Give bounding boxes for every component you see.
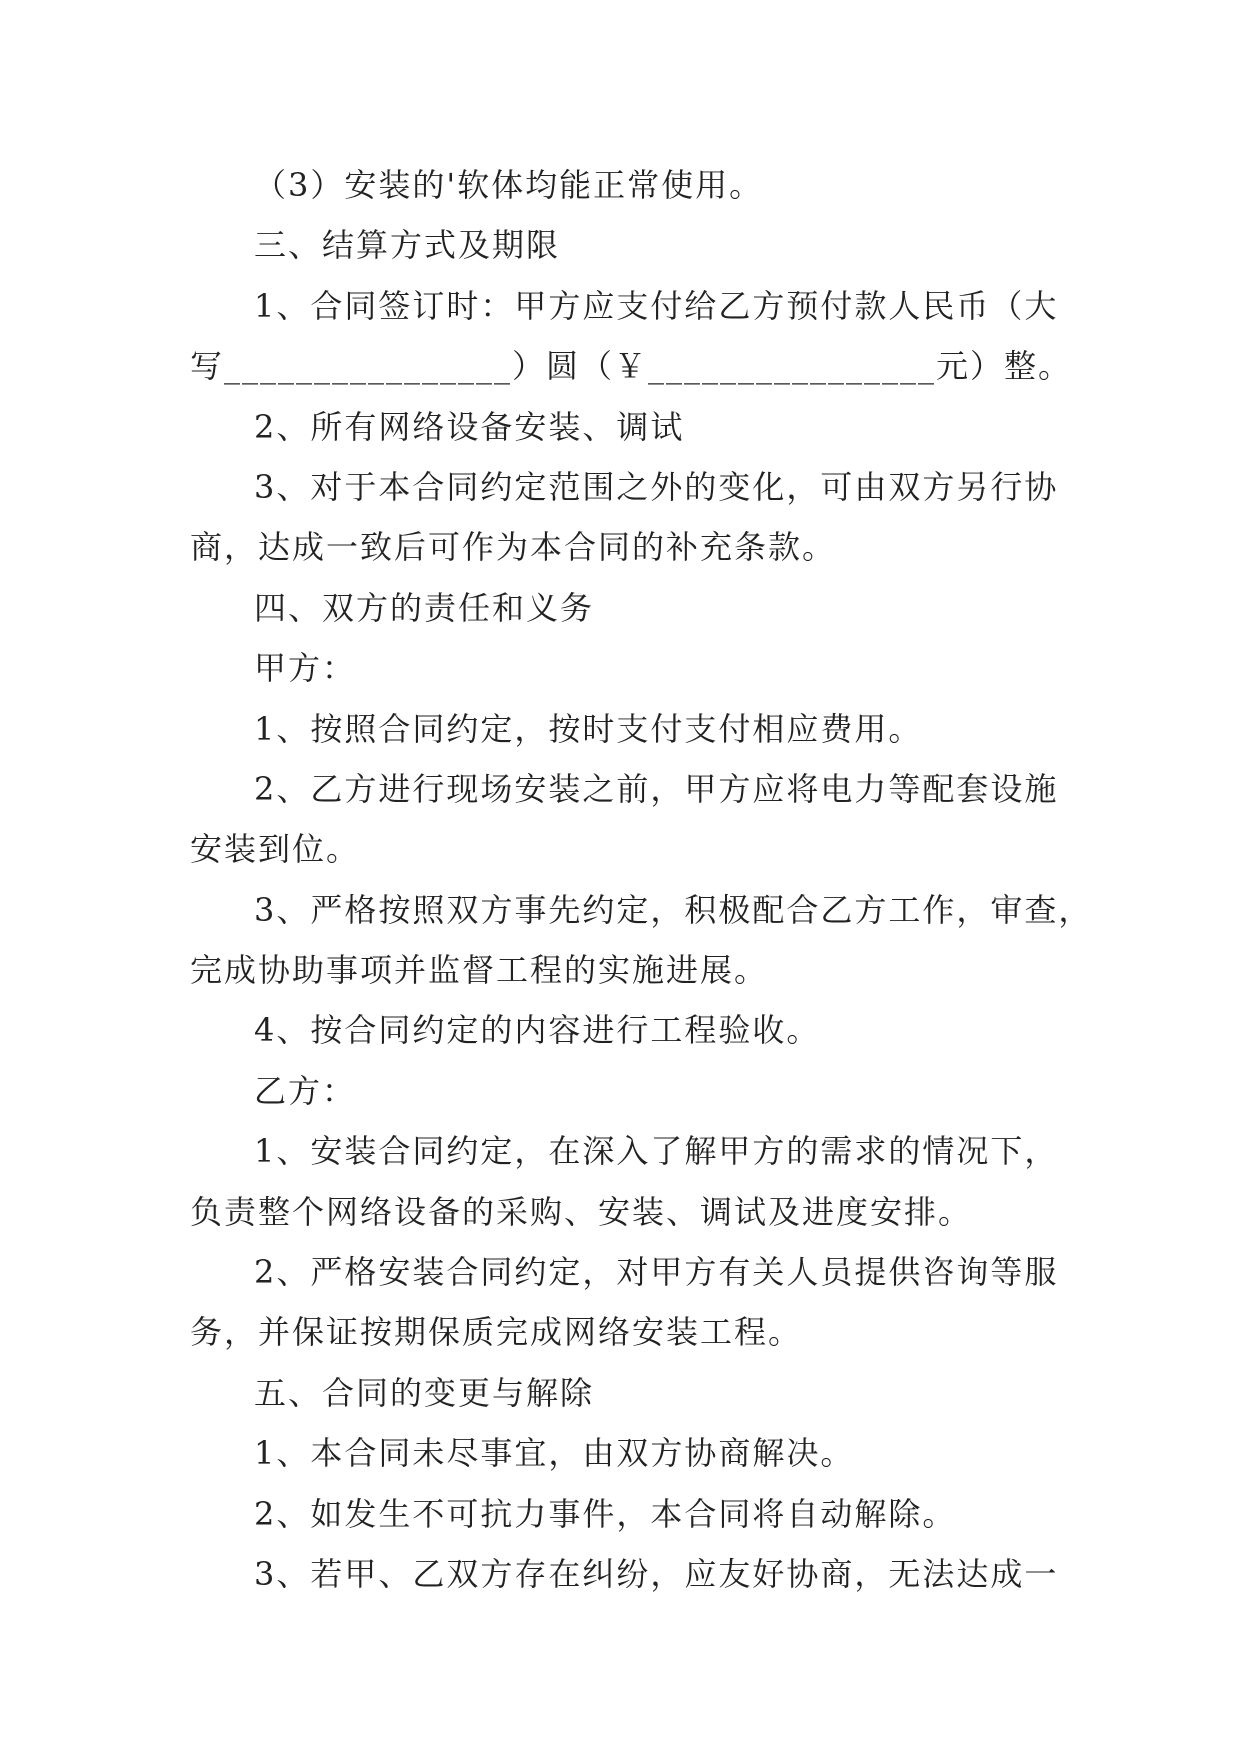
text-line: 2、如发生不可抗力事件，本合同将自动解除。 [254,1494,957,1533]
text-line: 3、对于本合同约定范围之外的变化，可由双方另行协 [254,467,1059,506]
text-line: （3）安装的'软体均能正常使用。 [254,166,764,204]
text-line: 负责整个网络设备的采购、安装、调试及进度安排。 [190,1192,973,1231]
text-line: 2、严格安装合同约定，对甲方有关人员提供咨询等服 [254,1253,1059,1292]
section-heading-modification: 五、合同的变更与解除 [254,1373,595,1412]
party-b-label: 乙方： [254,1071,357,1110]
text-line: 写________________）圆（￥________________元）整。 [190,347,1073,386]
contract-text-body [190,155,1093,1604]
text-line: 1、本合同未尽事宜，由双方协商解决。 [254,1434,855,1473]
text-line: 4、按合同约定的内容进行工程验收。 [254,1011,821,1050]
text-line: 务，并保证按期保质完成网络安装工程。 [190,1313,803,1352]
section-heading-responsibilities: 四、双方的责任和义务 [254,588,595,627]
text-line: 安装到位。 [190,830,361,869]
text-line: 2、乙方进行现场安装之前，甲方应将电力等配套设施 [254,769,1059,808]
text-line: 1、安装合同约定，在深入了解甲方的需求的情况下， [254,1132,1059,1171]
text-line: 3、若甲、乙双方存在纠纷，应友好协商，无法达成一 [254,1554,1059,1593]
text-line: 2、所有网络设备安装、调试 [254,407,685,446]
text-line: 完成协助事项并监督工程的实施进展。 [190,951,769,990]
party-a-label: 甲方： [254,649,357,688]
section-heading-settlement: 三、结算方式及期限 [254,226,561,265]
text-line: 1、合同签订时：甲方应支付给乙方预付款人民币（大 [254,286,1059,325]
text-line: 1、按照合同约定，按时支付支付相应费用。 [254,709,923,748]
text-line: 商，达成一致后可作为本合同的补充条款。 [190,528,837,567]
text-line: 3、严格按照双方事先约定，积极配合乙方工作，审查， [254,890,1093,929]
